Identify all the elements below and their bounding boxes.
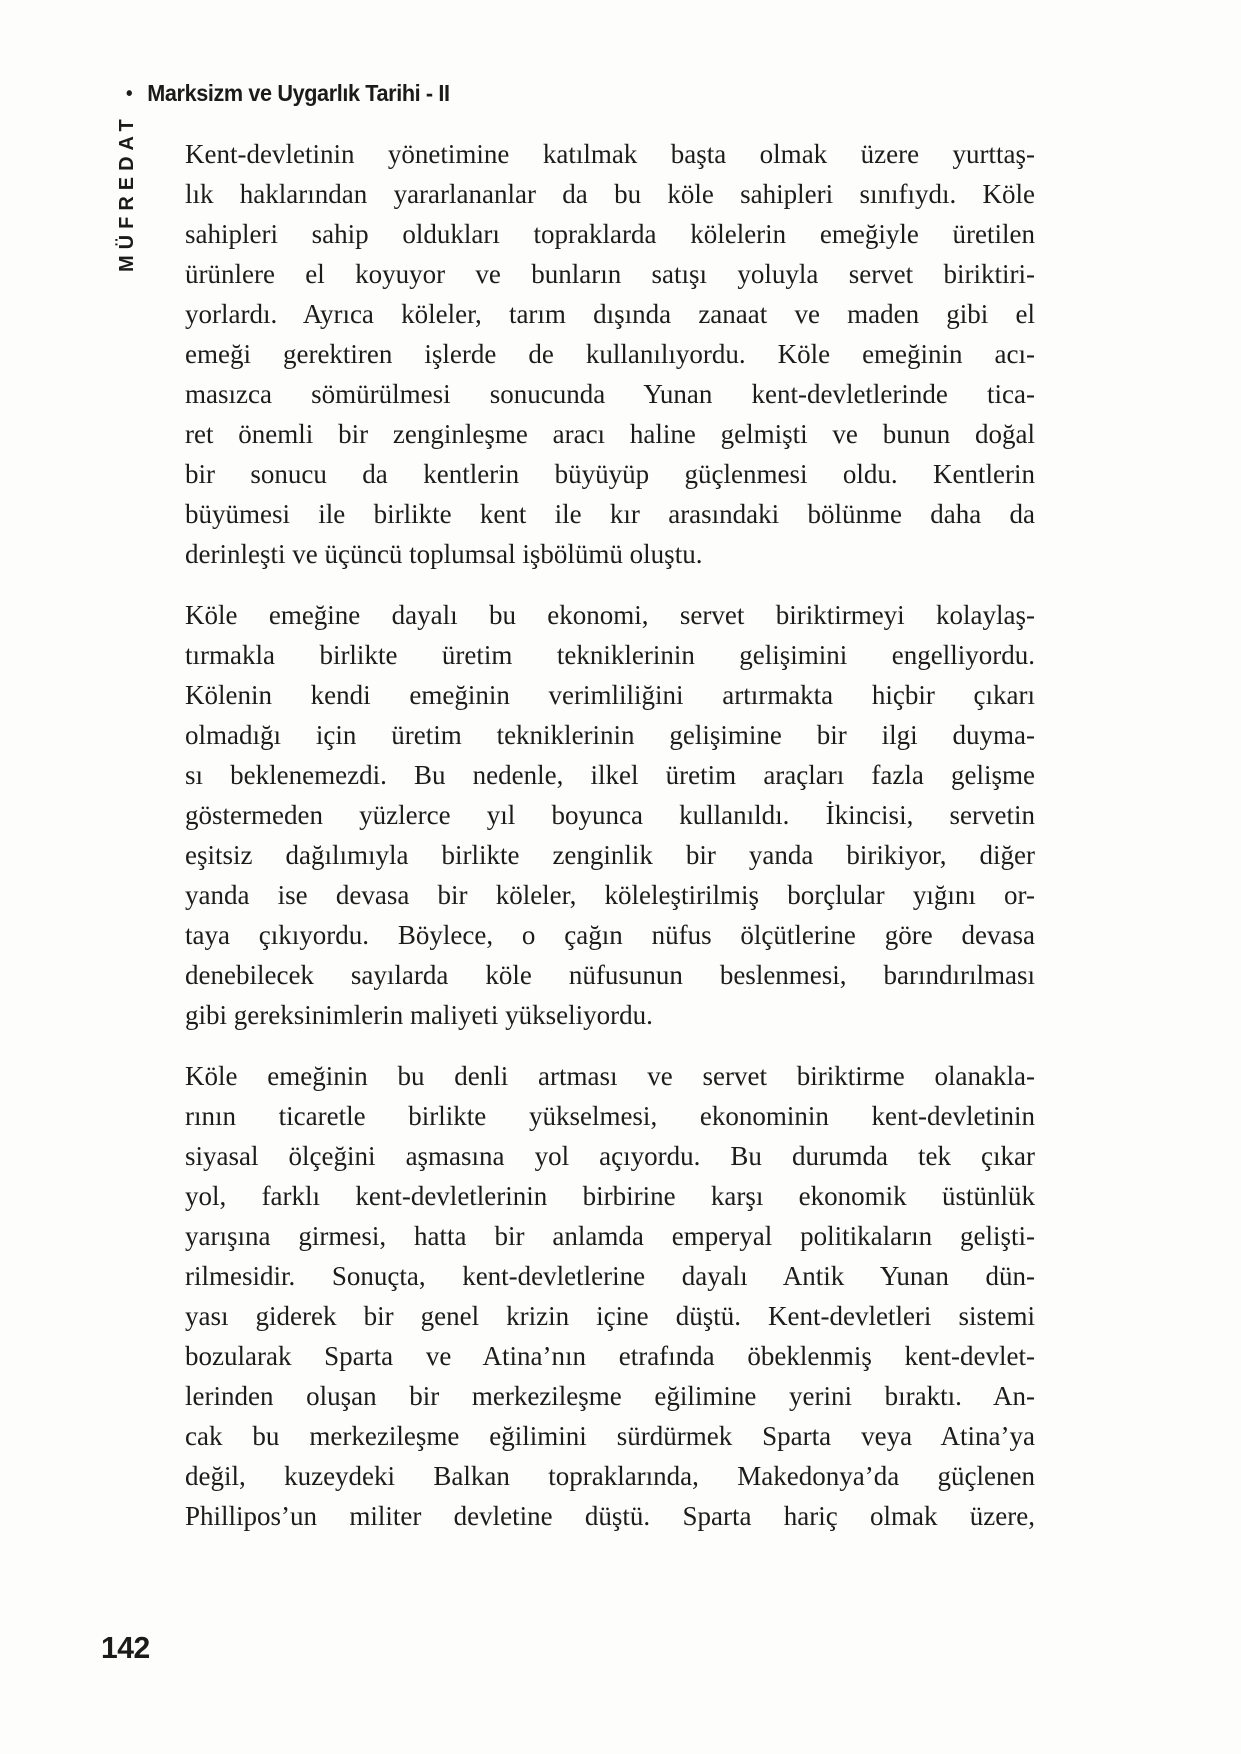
text-line: rilmesidir. Sonuçta, kent-devletlerine dayalı Antik Yunan dün- bbox=[185, 1261, 1035, 1291]
text-line: değil, kuzeydeki Balkan topraklarında, Makedonya’da güçlenen bbox=[185, 1461, 1035, 1491]
text-line: siyasal ölçeğini aşmasına yol açıyordu. Bu durumda tek çıkar bbox=[185, 1141, 1035, 1171]
running-header bbox=[126, 80, 450, 107]
paragraph bbox=[185, 134, 1035, 574]
text-line: lerinden oluşan bir merkezileşme eğilimine yerini bıraktı. An- bbox=[185, 1381, 1035, 1411]
text-line: masızca sömürülmesi sonucunda Yunan kent-devletlerinde tica- bbox=[185, 379, 1035, 409]
paragraph bbox=[185, 595, 1035, 1035]
text-line: Kent-devletinin yönetimine katılmak başta olmak üzere yurttaş- bbox=[185, 139, 1035, 169]
body-text bbox=[185, 134, 1035, 1536]
text-line: derinleşti ve üçüncü toplumsal işbölümü oluştu. bbox=[185, 539, 703, 569]
text-line: Kölenin kendi emeğinin verimliliğini artırmakta hiçbir çıkarı bbox=[185, 680, 1035, 710]
text-line: bir sonucu da kentlerin büyüyüp güçlenmesi oldu. Kentlerin bbox=[185, 459, 1035, 489]
text-line: yarışına girmesi, hatta bir anlamda emperyal politikaların gelişti- bbox=[185, 1221, 1035, 1251]
paragraph bbox=[185, 1056, 1035, 1536]
text-line: yası giderek bir genel krizin içine düştü. Kent-devletleri sistemi bbox=[185, 1301, 1035, 1331]
text-line: büyümesi ile birlikte kent ile kır arasındaki bölünme daha da bbox=[185, 499, 1035, 529]
text-line: tırmakla birlikte üretim tekniklerinin gelişimini engelliyordu. bbox=[185, 640, 1035, 670]
text-line: taya çıkıyordu. Böylece, o çağın nüfus ölçütlerine göre devasa bbox=[185, 920, 1035, 950]
text-line: ret önemli bir zenginleşme aracı haline gelmişti ve bunun doğal bbox=[185, 419, 1035, 449]
text-line: Phillipos’un militer devletine düştü. Sparta hariç olmak üzere, bbox=[185, 1501, 1035, 1531]
text-line: yorlardı. Ayrıca köleler, tarım dışında zanaat ve maden gibi el bbox=[185, 299, 1035, 329]
text-line: yanda ise devasa bir köleler, köleleştirilmiş borçlular yığını or- bbox=[185, 880, 1035, 910]
text-line: lık haklarından yararlananlar da bu köle sahipleri sınıfıydı. Köle bbox=[185, 179, 1035, 209]
text-line: rının ticaretle birlikte yükselmesi, ekonominin kent-devletinin bbox=[185, 1101, 1035, 1131]
text-line: sı beklenemezdi. Bu nedenle, ilkel üretim araçları fazla gelişme bbox=[185, 760, 1035, 790]
text-line: yol, farklı kent-devletlerinin birbirine karşı ekonomik üstünlük bbox=[185, 1181, 1035, 1211]
text-line: emeği gerektiren işlerde de kullanılıyordu. Köle emeğinin acı- bbox=[185, 339, 1035, 369]
text-line: gibi gereksinimlerin maliyeti yükseliyordu. bbox=[185, 1000, 653, 1030]
text-line: sahipleri sahip oldukları topraklarda kölelerin emeğiyle üretilen bbox=[185, 219, 1035, 249]
text-line: Köle emeğine dayalı bu ekonomi, servet biriktirmeyi kolaylaş- bbox=[185, 600, 1035, 630]
bullet-icon: • bbox=[126, 82, 133, 105]
page-number: 142 bbox=[101, 1630, 150, 1665]
text-line: denebilecek sayılarda köle nüfusunun beslenmesi, barındırılması bbox=[185, 960, 1035, 990]
text-line: ürünlere el koyuyor ve bunların satışı yoluyla servet biriktiri- bbox=[185, 259, 1035, 289]
running-header-title: Marksizm ve Uygarlık Tarihi - II bbox=[147, 80, 450, 106]
text-line: göstermeden yüzlerce yıl boyunca kullanıldı. İkincisi, servetin bbox=[185, 800, 1035, 830]
margin-label-mufredat: MÜFREDAT bbox=[116, 113, 138, 272]
text-line: eşitsiz dağılımıyla birlikte zenginlik bir yanda birikiyor, diğer bbox=[185, 840, 1035, 870]
text-line: cak bu merkezileşme eğilimini sürdürmek Sparta veya Atina’ya bbox=[185, 1421, 1035, 1451]
text-line: Köle emeğinin bu denli artması ve servet biriktirme olanakla- bbox=[185, 1061, 1035, 1091]
text-line: bozularak Sparta ve Atina’nın etrafında öbeklenmiş kent-devlet- bbox=[185, 1341, 1035, 1371]
text-line: olmadığı için üretim tekniklerinin gelişimine bir ilgi duyma- bbox=[185, 720, 1035, 750]
